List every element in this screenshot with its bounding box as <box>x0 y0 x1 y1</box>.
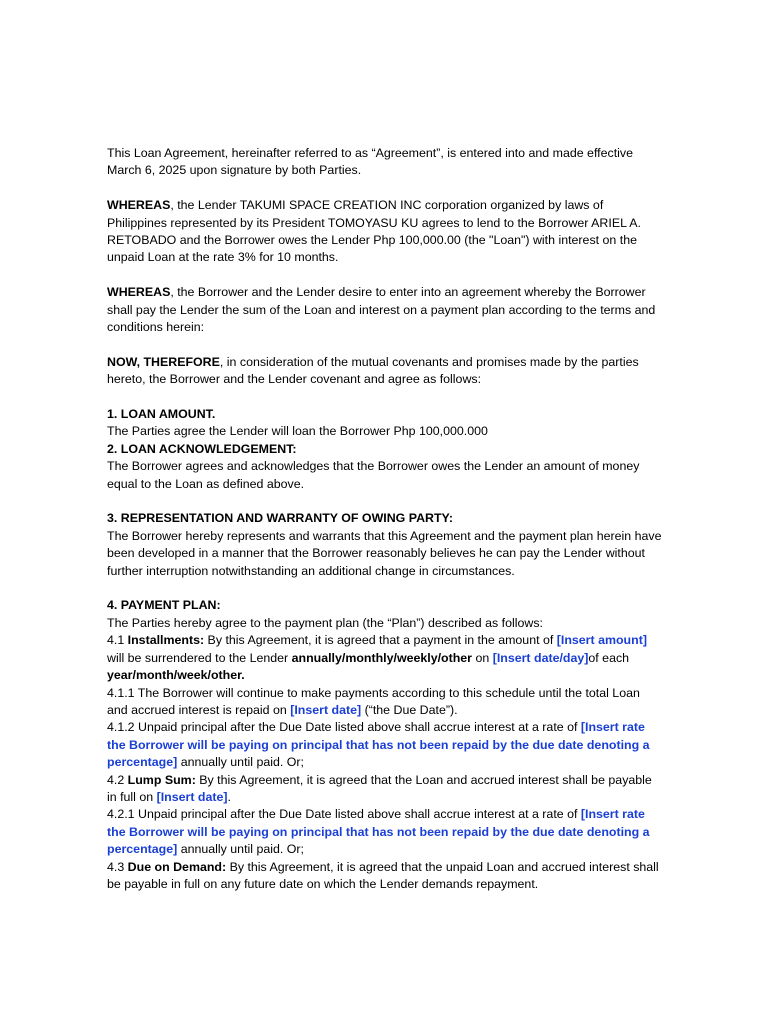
clause-4-1-1: 4.1.1 The Borrower will continue to make payments according to this schedule until the total Loan and accrued interest is repaid on [Insert date] (“the Due Date”). <box>107 685 640 717</box>
clause-label: Due on Demand: <box>127 859 227 874</box>
document-page <box>107 145 662 893</box>
section-4-intro: The Parties hereby agree to the payment plan (the “Plan”) described as follows: <box>107 615 543 630</box>
clause-4-2-1: 4.2.1 Unpaid principal after the Due Date listed above shall accrue interest at a rate of [Insert rate the Borrower will be paying on principal that has not been repaid by the due date denoting a percentage] annually until paid. Or; <box>107 807 650 857</box>
clause-4-1: 4.1 Installments: By this Agreement, it is agreed that a payment in the amount of [Insert amount] will be surrendered to the Lender annually/monthly/weekly/other on [Insert date/day]of each year/month/week/other. <box>107 633 647 683</box>
whereas-paragraph-2: WHEREAS, the Borrower and the Lender desire to enter into an agreement whereby the Borrower shall pay the Lender the sum of the Loan and interest on a payment plan according to the terms and conditions herein: <box>107 285 656 335</box>
section-2-text: The Borrower agrees and acknowledges that the Borrower owes the Lender an amount of money equal to the Loan as defined above. <box>107 459 640 491</box>
whereas-lead: WHEREAS <box>107 285 171 300</box>
clause-label: Installments: <box>127 633 205 648</box>
clause-label: Lump Sum: <box>127 772 196 787</box>
now-therefore-lead: NOW, THEREFORE <box>107 354 220 369</box>
section-1-heading: 1. LOAN AMOUNT. <box>107 407 216 422</box>
intro-paragraph: This Loan Agreement, hereinafter referred to as “Agreement”, is entered into and made effective March 6, 2025 upon signature by both Parties. <box>107 146 633 178</box>
placeholder-field: [Insert date] <box>290 702 362 717</box>
placeholder-field: [Insert date] <box>156 789 228 804</box>
clause-4-2: 4.2 Lump Sum: By this Agreement, it is agreed that the Loan and accrued interest shall be payable in full on [Insert date]. <box>107 772 652 804</box>
section-3-heading: 3. REPRESENTATION AND WARRANTY OF OWING PARTY: <box>107 511 454 526</box>
section-2-heading: 2. LOAN ACKNOWLEDGEMENT: <box>107 441 297 456</box>
placeholder-field: [Insert rate the Borrower will be paying on principal that has not been repaid by the due date denoting a percentage] <box>107 720 650 770</box>
placeholder-field: [Insert amount] <box>556 633 647 648</box>
whereas-lead: WHEREAS <box>107 198 171 213</box>
placeholder-field: [Insert date/day] <box>492 650 589 665</box>
whereas-paragraph-1: WHEREAS, the Lender TAKUMI SPACE CREATION INC corporation organized by laws of Philippines represented by its President TOMOYASU KU agrees to lend to the Borrower ARIEL A. RETOBADO and the Borrower owes the Lender Php 100,000.00 (the "Loan") with interest on the unpaid Loan at the rate 3% for 10 months. <box>107 198 641 265</box>
now-therefore-paragraph: NOW, THEREFORE, in consideration of the mutual covenants and promises made by the parties hereto, the Borrower and the Lender covenant and agree as follows: <box>107 354 639 387</box>
section-3-text: The Borrower hereby represents and warrants that this Agreement and the payment plan herein have been developed in a manner that the Borrower reasonably believes he can pay the Lender without further interruption notwithstanding an additional change in circumstances. <box>107 528 662 578</box>
placeholder-field: [Insert rate the Borrower will be paying on principal that has not been repaid by the due date denoting a percentage] <box>107 807 650 857</box>
section-1-text: The Parties agree the Lender will loan the Borrower Php 100,000.000 <box>107 424 488 439</box>
clause-4-3: 4.3 Due on Demand: By this Agreement, it is agreed that the unpaid Loan and accrued interest shall be payable in full on any future date on which the Lender demands repayment. <box>107 859 659 891</box>
clause-4-1-2: 4.1.2 Unpaid principal after the Due Date listed above shall accrue interest at a rate of [Insert rate the Borrower will be paying on principal that has not been repaid by the due date denoting a percentage] annually until paid. Or; <box>107 720 650 770</box>
section-4-heading: 4. PAYMENT PLAN: <box>107 598 221 613</box>
